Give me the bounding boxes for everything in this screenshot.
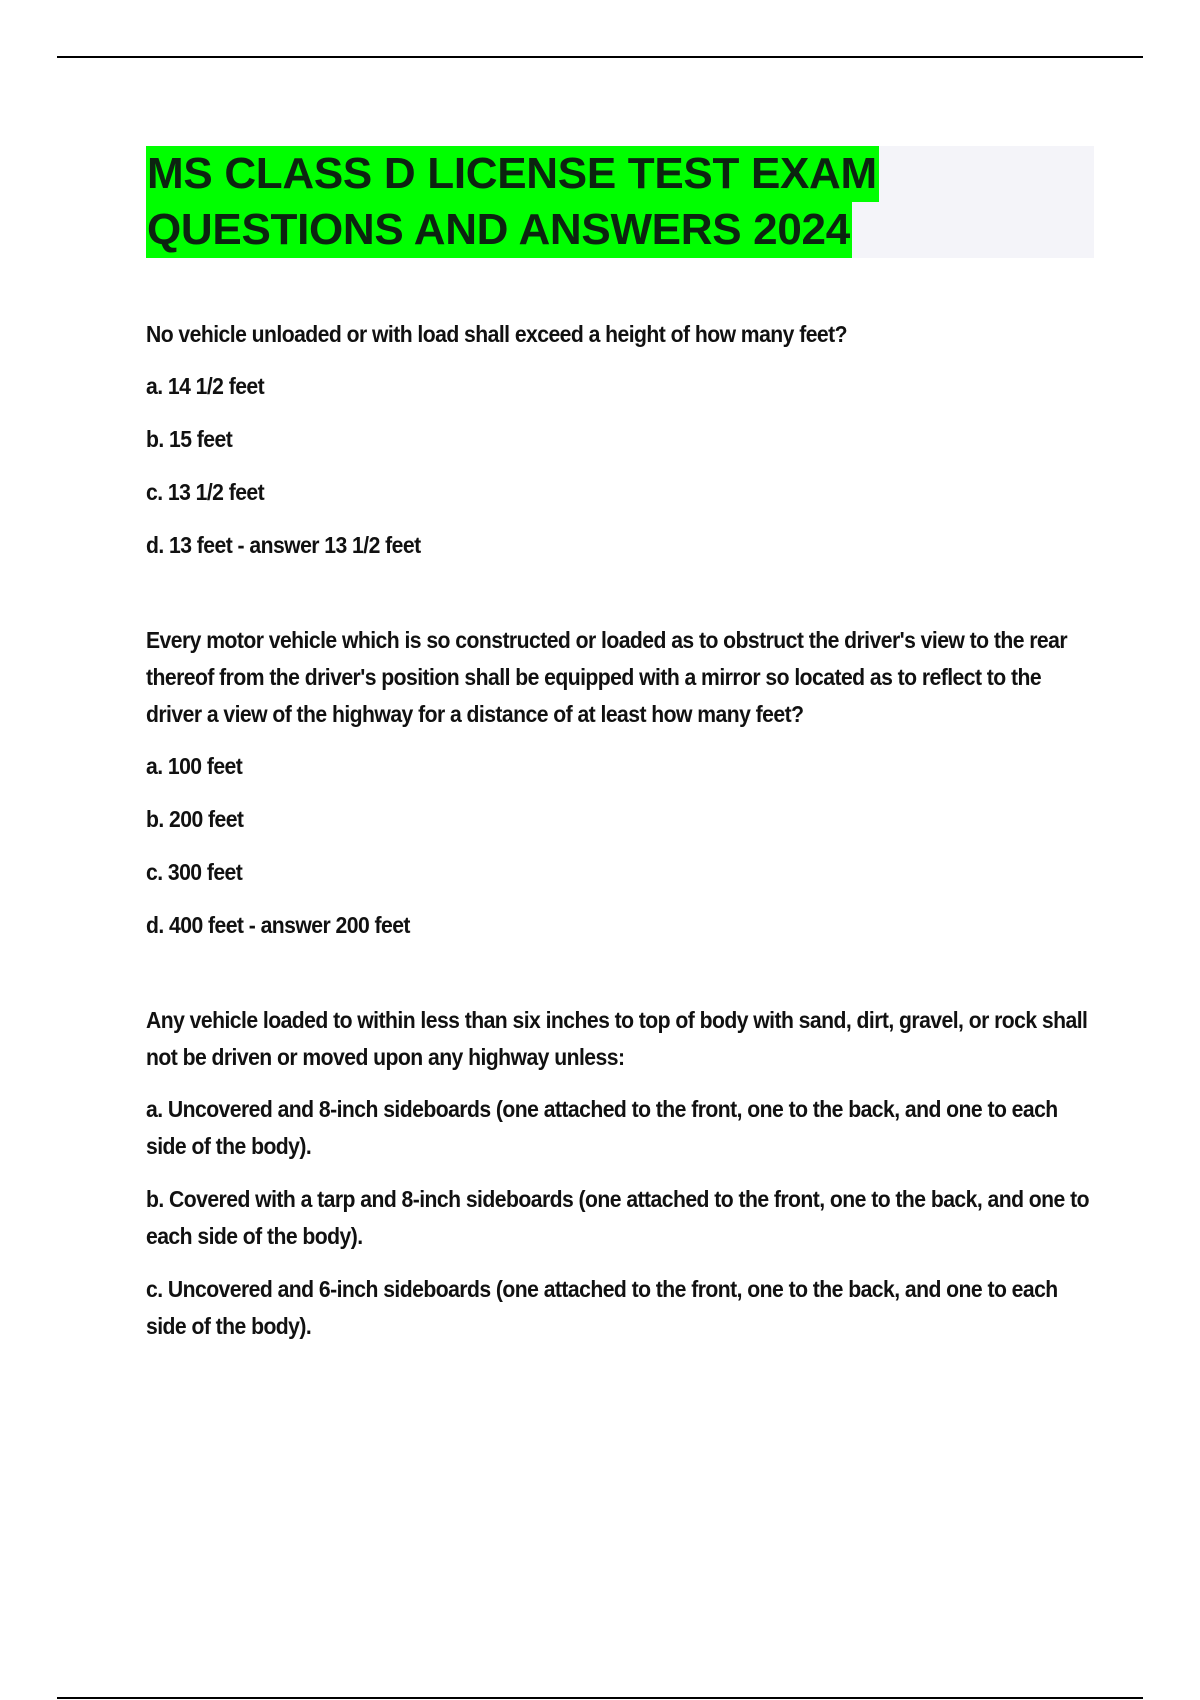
question-text: No vehicle unloaded or with load shall exceed a height of how many feet? — [146, 321, 847, 347]
answer-option: d. 400 feet - answer 200 feet — [146, 912, 410, 938]
answer-option: b. 15 feet — [146, 426, 233, 452]
answer-option: c. 300 feet — [146, 859, 243, 885]
title-line-2: QUESTIONS AND ANSWERS 2024 — [146, 202, 852, 258]
answer-option: c. Uncovered and 6-inch sideboards (one attached to the front, one to the back, and one to each side of the body). — [146, 1276, 1058, 1339]
answer-option: c. 13 1/2 feet — [146, 479, 265, 505]
top-divider — [57, 56, 1143, 58]
answer-option: b. 200 feet — [146, 806, 244, 832]
question-text: Every motor vehicle which is so constructed or loaded as to obstruct the driver's view to the rear thereof from the driver's position shall be equipped with a mirror so located as to reflect to the driver a view of the highway for a distance of at least how many feet? — [146, 627, 1068, 727]
question-block-3 — [146, 1002, 1096, 1345]
answer-option: a. 100 feet — [146, 753, 243, 779]
title-line-1: MS CLASS D LICENSE TEST EXAM — [146, 146, 879, 202]
document-title — [146, 146, 1094, 258]
bottom-divider — [57, 1697, 1143, 1699]
answer-option: d. 13 feet - answer 13 1/2 feet — [146, 532, 421, 558]
question-block-1 — [146, 316, 1096, 564]
answer-option: a. Uncovered and 8-inch sideboards (one attached to the front, one to the back, and one to each side of the body). — [146, 1096, 1058, 1159]
document-page — [146, 146, 1096, 1361]
answer-option: a. 14 1/2 feet — [146, 373, 265, 399]
question-text: Any vehicle loaded to within less than six inches to top of body with sand, dirt, gravel, or rock shall not be driven or moved upon any highway unless: — [146, 1007, 1088, 1070]
question-block-2 — [146, 622, 1096, 944]
answer-option: b. Covered with a tarp and 8-inch sideboards (one attached to the front, one to the back, and one to each side of the body). — [146, 1186, 1089, 1249]
